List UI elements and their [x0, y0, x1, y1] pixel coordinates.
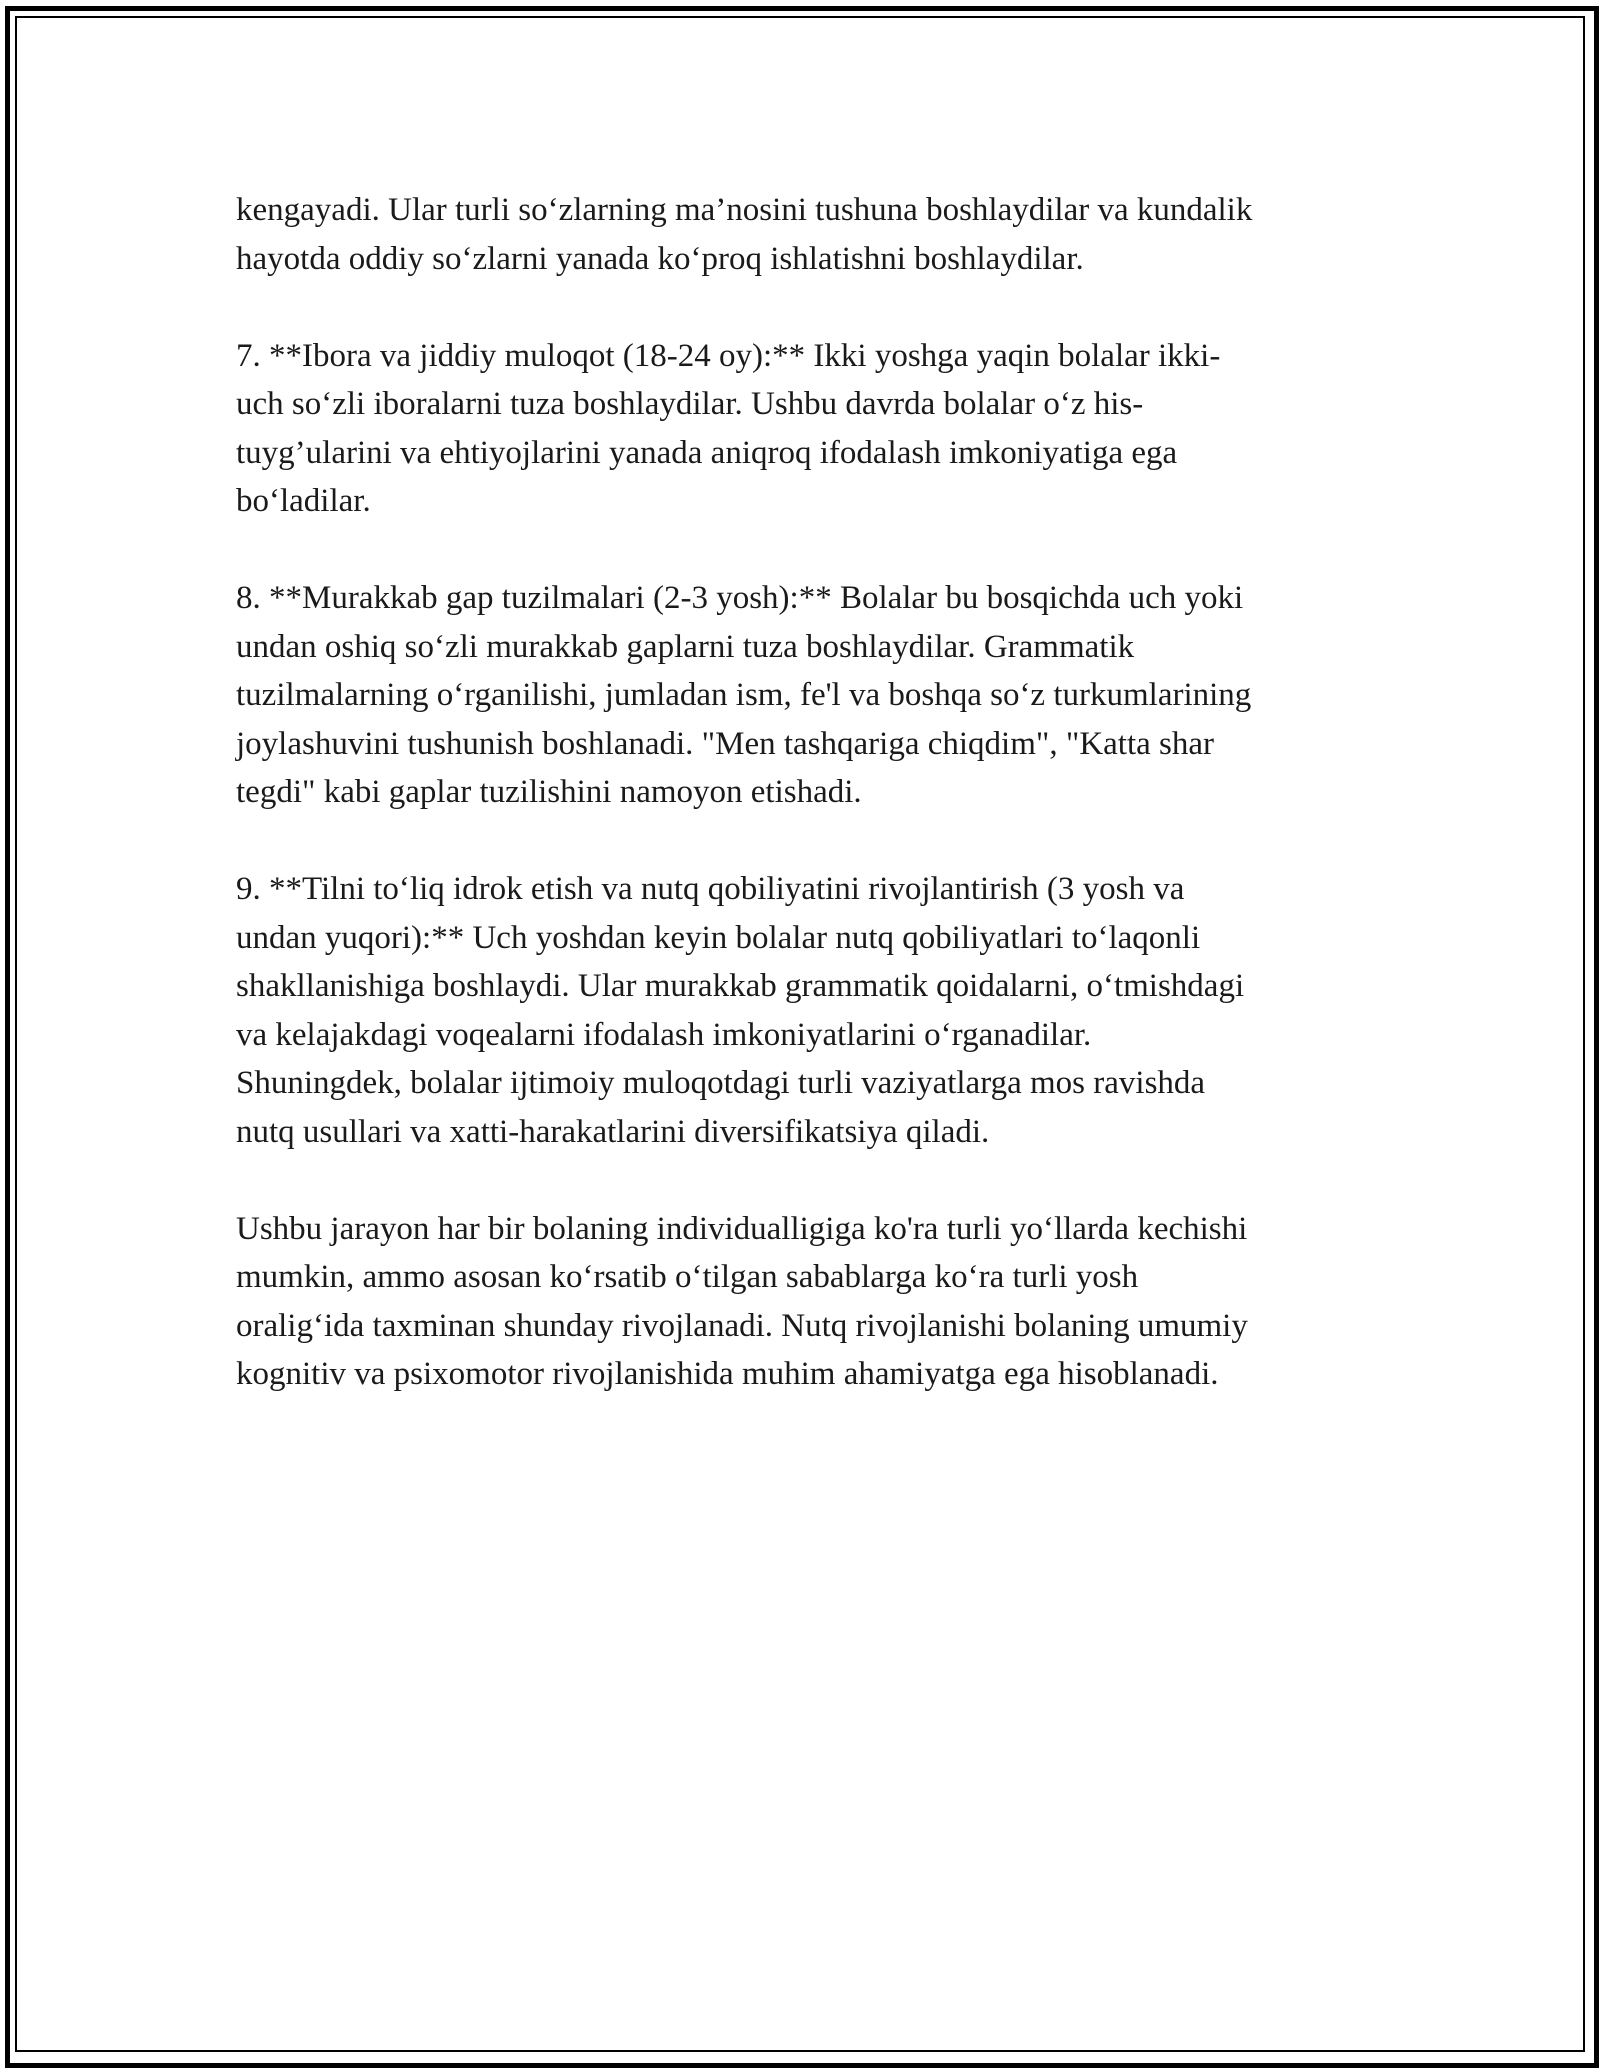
text-line: uch so‘zli iboralarni tuza boshlaydilar. Ushbu davrda bolalar o‘z his-: [236, 386, 1144, 422]
text-line: bo‘ladilar.: [236, 483, 371, 519]
text-line: oralig‘ida taxminan shunday rivojlanadi. Nutq rivojlanishi bolaning umumiy: [236, 1307, 1248, 1344]
text-line: 9. **Tilni to‘liq idrok etish va nutq qobiliyatini rivojlantirish (3 yosh va: [236, 871, 1185, 907]
paragraph-item-7: [236, 332, 1376, 526]
text-line: kognitiv va psixomotor rivojlanishida muhim ahamiyatga ega hisoblanadi.: [236, 1356, 1219, 1392]
text-line: kengayadi. Ular turli so‘zlarning ma’nosini tushuna boshlaydilar va kundalik: [236, 192, 1253, 228]
text-line: va kelajakdagi voqealarni ifodalash imkoniyatlarini o‘rganadilar.: [236, 1016, 1092, 1053]
paragraph-item-8: [236, 574, 1376, 817]
text-line: undan yuqori):** Uch yoshdan keyin bolalar nutq qobiliyatlari to‘laqonli: [236, 919, 1201, 956]
text-line: mumkin, ammo asosan ko‘rsatib o‘tilgan sabablarga ko‘ra turli yosh: [236, 1259, 1139, 1295]
text-line: Ushbu jarayon har bir bolaning individualligiga ko'ra turli yo‘llarda kechishi: [236, 1210, 1248, 1247]
text-line: 8. **Murakkab gap tuzilmalari (2-3 yosh):** Bolalar bu bosqichda uch yoki: [236, 580, 1244, 616]
text-line: undan oshiq so‘zli murakkab gaplarni tuza boshlaydilar. Grammatik: [236, 628, 1135, 665]
paragraph-continuation: [236, 186, 1376, 283]
document-body: [236, 186, 1376, 1399]
text-line: joylashuvini tushunish boshlanadi. "Men tashqariga chiqdim", "Katta shar: [236, 725, 1215, 762]
text-line: shakllanishiga boshlaydi. Ular murakkab grammatik qoidalarni, o‘tmishdagi: [236, 968, 1245, 1004]
text-line: 7. **Ibora va jiddiy muloqot (18-24 oy):** Ikki yoshga yaqin bolalar ikki-: [236, 337, 1221, 374]
paragraph-item-9: [236, 865, 1376, 1156]
text-line: tuzilmalarning o‘rganilishi, jumladan ism, fe'l va boshqa so‘z turkumlarining: [236, 677, 1252, 713]
text-line: nutq usullari va xatti-harakatlarini diversifikatsiya qiladi.: [236, 1113, 990, 1150]
paragraph-conclusion: [236, 1205, 1376, 1399]
text-line: hayotda oddiy so‘zlarni yanada ko‘proq ishlatishni boshlaydilar.: [236, 240, 1084, 277]
text-line: tegdi" kabi gaplar tuzilishini namoyon etishadi.: [236, 774, 862, 810]
text-line: tuyg’ularini va ehtiyojlarini yanada aniqroq ifodalash imkoniyatiga ega: [236, 434, 1178, 471]
text-line: Shuningdek, bolalar ijtimoiy muloqotdagi turli vaziyatlarga mos ravishda: [236, 1065, 1206, 1101]
